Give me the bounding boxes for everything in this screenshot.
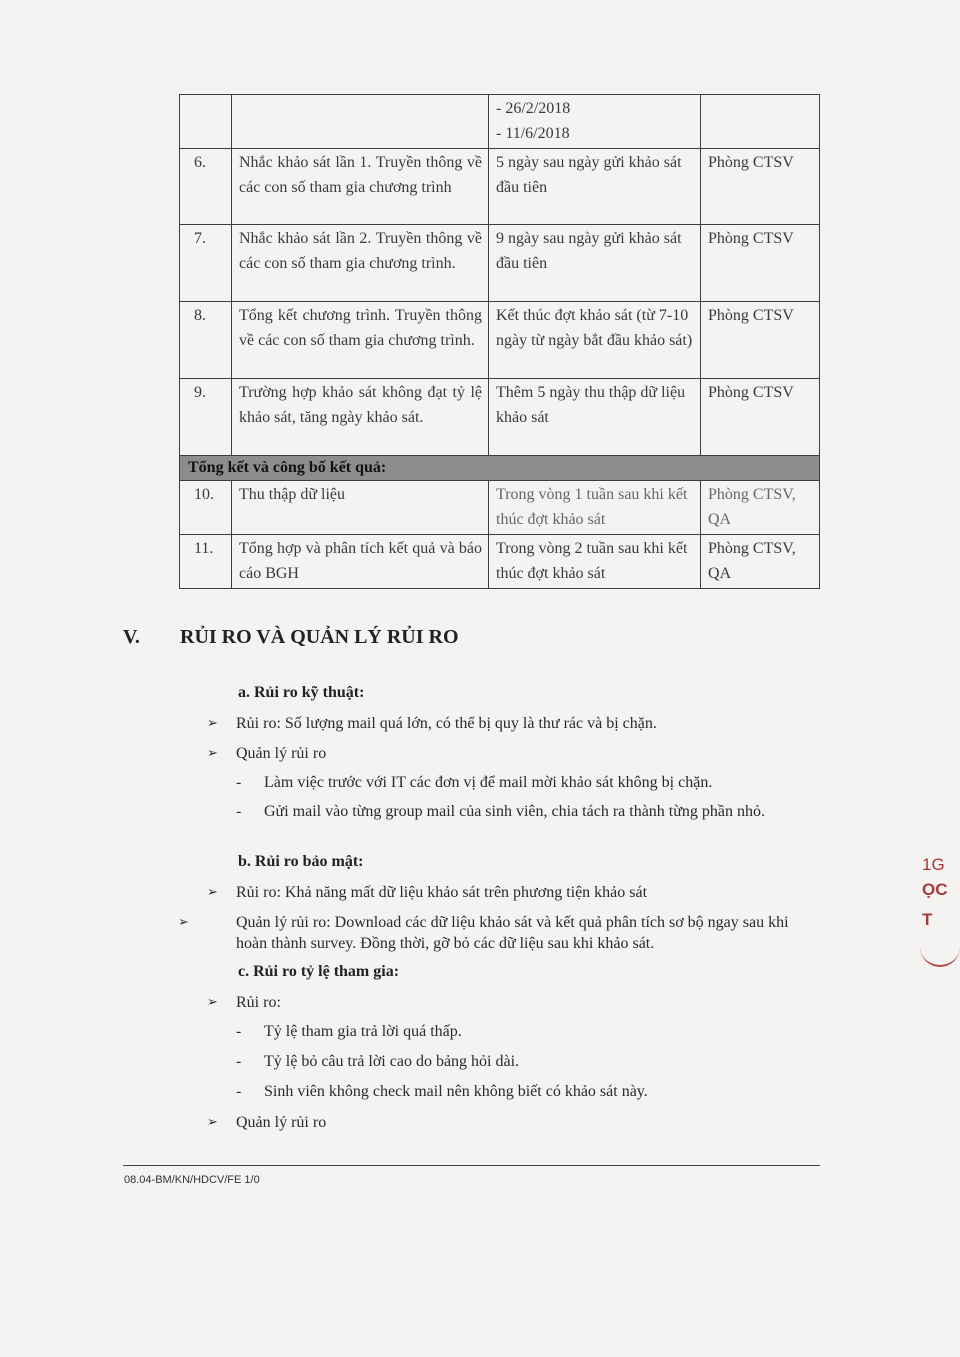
date-line: - 26/2/2018 bbox=[496, 100, 571, 117]
row-time: 9 ngày sau ngày gửi khảo sát đầu tiên bbox=[489, 225, 701, 302]
row-owner: Phòng CTSV bbox=[701, 379, 820, 456]
bullet-item bbox=[207, 742, 822, 764]
dash-bullet: - bbox=[236, 1083, 242, 1100]
bullet-item bbox=[178, 911, 822, 954]
dash-bullet: - bbox=[236, 1023, 242, 1040]
bullet-text: Rủi ro: Số lượng mail quá lớn, có thể bị quy là thư rác và bị chặn. bbox=[236, 715, 657, 732]
stamp-text: T bbox=[922, 910, 933, 929]
dash-item bbox=[236, 1051, 849, 1072]
row-owner: Phòng CTSV, QA bbox=[701, 535, 820, 589]
bullet-text: Quản lý rủi ro bbox=[236, 745, 327, 762]
row-time: Trong vòng 2 tuần sau khi kết thúc đợt khảo sát bbox=[489, 535, 701, 589]
footer-code: 08.04-BM/KN/HDCV/FE 1/0 bbox=[124, 1174, 260, 1186]
row-number: 11. bbox=[180, 535, 232, 589]
bullet-text: Quản lý rủi ro: Download các dữ liệu khảo sát và kết quả phân tích sơ bộ ngay sau khi hoàn thành survey. Đồng thời, gỡ bỏ các dữ liệu sau khi khảo sát. bbox=[236, 914, 789, 952]
bullet-text: Rủi ro: bbox=[236, 994, 281, 1011]
date-line: - 11/6/2018 bbox=[496, 125, 570, 142]
arrow-bullet-icon: ➢ bbox=[207, 994, 218, 1009]
table-row bbox=[180, 95, 820, 149]
stamp-text: 1G bbox=[922, 855, 945, 874]
stamp-fragment bbox=[910, 800, 960, 980]
arrow-bullet-icon: ➢ bbox=[207, 1114, 218, 1129]
row-owner bbox=[701, 95, 820, 149]
row-task bbox=[232, 95, 489, 149]
row-task: Nhắc khảo sát lần 2. Truyền thông về các con số tham gia chương trình. bbox=[232, 225, 489, 302]
row-time: Trong vòng 1 tuần sau khi kết thúc đợt khảo sát bbox=[489, 481, 701, 535]
arrow-bullet-icon: ➢ bbox=[207, 884, 218, 899]
row-number: 9. bbox=[180, 379, 232, 456]
dash-bullet: - bbox=[236, 1053, 242, 1070]
dash-bullet: - bbox=[236, 774, 242, 791]
dash-item bbox=[236, 772, 849, 793]
bullet-text: Quản lý rủi ro bbox=[236, 1114, 327, 1131]
row-time: Kết thúc đợt khảo sát (từ 7-10 ngày từ ngày bắt đầu khảo sát) bbox=[489, 302, 701, 379]
table-row bbox=[180, 379, 820, 456]
stamp-text: ỌC bbox=[922, 880, 948, 899]
row-task: Tổng hợp và phân tích kết quả và báo cáo BGH bbox=[232, 535, 489, 589]
row-number: 8. bbox=[180, 302, 232, 379]
arrow-bullet-icon: ➢ bbox=[178, 914, 189, 929]
section-row bbox=[180, 456, 820, 481]
row-task: Nhắc khảo sát lần 1. Truyền thông về các con số tham gia chương trình bbox=[232, 149, 489, 225]
row-task: Trường hợp khảo sát không đạt tỷ lệ khảo sát, tăng ngày khảo sát. bbox=[232, 379, 489, 456]
table-row bbox=[180, 302, 820, 379]
dash-text: Sinh viên không check mail nên không biết có khảo sát này. bbox=[264, 1083, 648, 1100]
row-task: Thu thập dữ liệu bbox=[232, 481, 489, 535]
bullet-item bbox=[207, 991, 822, 1013]
table-row bbox=[180, 535, 820, 589]
stamp-arc bbox=[920, 935, 960, 967]
bullet-item bbox=[207, 881, 822, 903]
arrow-bullet-icon: ➢ bbox=[207, 745, 218, 760]
row-number: 10. bbox=[180, 481, 232, 535]
arrow-bullet-icon: ➢ bbox=[207, 715, 218, 730]
dash-item bbox=[236, 801, 849, 822]
dash-text: Gửi mail vào từng group mail của sinh viên, chia tách ra thành từng phần nhỏ. bbox=[264, 803, 766, 820]
section-title: RỦI RO VÀ QUẢN LÝ RỦI RO bbox=[180, 626, 459, 648]
subsection-title: c. Rủi ro tỷ lệ tham gia: bbox=[238, 963, 400, 980]
schedule-table bbox=[179, 94, 820, 589]
row-number: 6. bbox=[180, 149, 232, 225]
table-row bbox=[180, 225, 820, 302]
section-number: V. bbox=[123, 626, 140, 648]
bullet-item bbox=[207, 1111, 822, 1133]
row-task: Tổng kết chương trình. Truyền thông về các con số tham gia chương trình. bbox=[232, 302, 489, 379]
row-time: Thêm 5 ngày thu thập dữ liệu khảo sát bbox=[489, 379, 701, 456]
row-number bbox=[180, 95, 232, 149]
dash-item bbox=[236, 1021, 849, 1042]
dash-bullet: - bbox=[236, 803, 242, 820]
subsection-title: a. Rủi ro kỹ thuật: bbox=[238, 684, 365, 701]
bullet-item bbox=[207, 712, 822, 734]
row-owner: Phòng CTSV bbox=[701, 149, 820, 225]
table-row bbox=[180, 149, 820, 225]
subsection-title: b. Rủi ro bảo mật: bbox=[238, 853, 364, 870]
row-owner: Phòng CTSV bbox=[701, 302, 820, 379]
dash-text: Làm việc trước với IT các đơn vị để mail mời khảo sát không bị chặn. bbox=[264, 774, 713, 791]
dash-item bbox=[236, 1081, 849, 1102]
section-heading bbox=[123, 626, 459, 649]
bullet-text: Rủi ro: Khả năng mất dữ liệu khảo sát trên phương tiện khảo sát bbox=[236, 884, 648, 901]
row-owner: Phòng CTSV, QA bbox=[701, 481, 820, 535]
row-owner: Phòng CTSV bbox=[701, 225, 820, 302]
dash-text: Tỷ lệ bỏ câu trả lời cao do bảng hỏi dài. bbox=[264, 1053, 520, 1070]
table-row bbox=[180, 481, 820, 535]
dash-text: Tỷ lệ tham gia trả lời quá thấp. bbox=[264, 1023, 462, 1040]
row-time bbox=[489, 95, 701, 149]
section-label: Tổng kết và công bố kết quả: bbox=[180, 456, 820, 481]
footer-divider bbox=[123, 1165, 820, 1166]
row-time: 5 ngày sau ngày gửi khảo sát đầu tiên bbox=[489, 149, 701, 225]
row-number: 7. bbox=[180, 225, 232, 302]
